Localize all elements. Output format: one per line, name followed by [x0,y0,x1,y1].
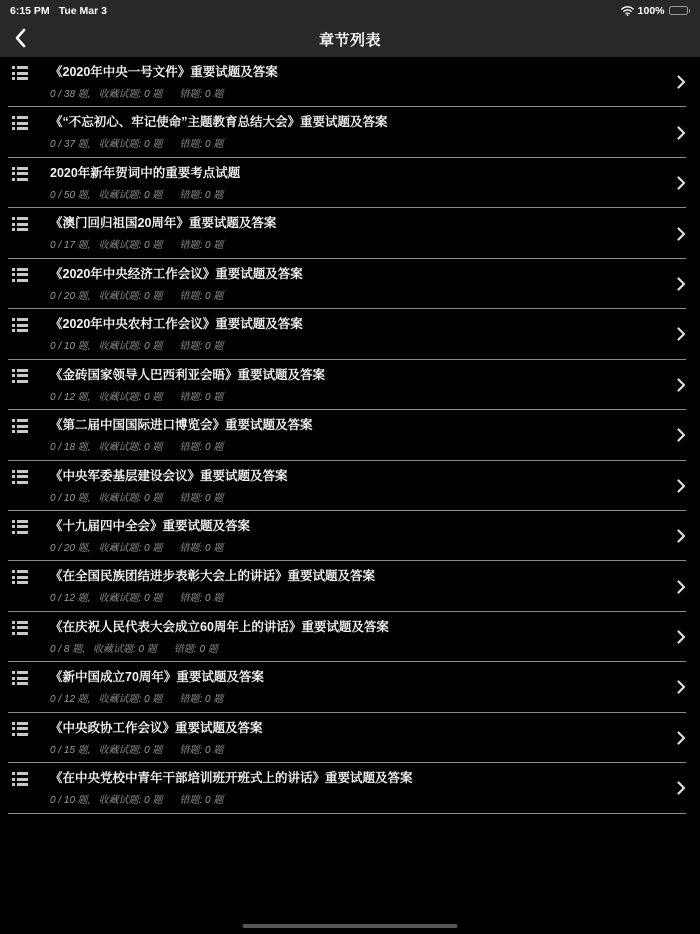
collected-count: 收藏试题: 0 题 [98,744,163,756]
chapter-stats [50,135,670,150]
chapter-row[interactable] [0,763,700,813]
chapter-row[interactable] [0,259,700,309]
chevron-right-icon [677,630,686,644]
chevron-right-icon [677,277,686,291]
chapter-stats [50,539,670,554]
status-bar-right [621,5,690,17]
chapter-row[interactable] [0,561,700,611]
collected-count: 收藏试题: 0 题 [93,643,157,655]
back-button[interactable] [10,21,44,57]
chevron-right-icon [677,529,686,543]
wrong-count: 错题: 0 题 [179,290,224,302]
wifi-icon [621,6,634,16]
progress-count: 0 / 20 题, [50,290,91,302]
list-icon [12,268,28,282]
chapter-title: 《中央军委基层建设会议》重要试题及答案 [50,468,288,483]
chapter-row[interactable] [0,410,700,460]
collected-count: 收藏试题: 0 题 [98,492,163,504]
chapter-stats [50,640,670,655]
chapter-row[interactable] [0,612,700,662]
list-icon [12,470,28,484]
collected-count: 收藏试题: 0 题 [98,795,163,807]
nav-bar [0,21,700,57]
chapter-row[interactable] [0,461,700,511]
collected-count: 收藏试题: 0 题 [98,593,163,605]
list-icon [12,167,28,181]
list-icon [12,66,28,80]
collected-count: 收藏试题: 0 题 [98,391,163,403]
collected-count: 收藏试题: 0 题 [98,542,163,554]
chapter-title: 《第二届中国国际进口博览会》重要试题及答案 [50,418,313,433]
chevron-right-icon [677,479,686,493]
status-date: Tue Mar 3 [58,4,107,17]
progress-count: 0 / 10 题, [50,492,91,504]
progress-count: 0 / 18 题, [50,442,91,454]
progress-count: 0 / 12 题, [50,593,91,605]
chapter-stats [50,690,670,705]
chapter-title: 《金砖国家领导人巴西利亚会晤》重要试题及答案 [50,367,326,382]
chapter-title: 《2020年中央一号文件》重要试题及答案 [50,65,278,79]
chapter-title: 《2020年中央农村工作会议》重要试题及答案 [50,317,303,332]
list-icon [12,772,28,786]
chapter-row[interactable] [0,158,700,208]
chevron-right-icon [677,680,686,694]
list-icon [12,520,28,534]
chapter-stats [50,337,670,352]
chevron-right-icon [677,378,686,392]
collected-count: 收藏试题: 0 题 [98,442,163,454]
chapter-stats [50,287,670,302]
progress-count: 0 / 12 题, [50,391,91,403]
chapter-title: 《新中国成立70周年》重要试题及答案 [50,670,264,685]
chevron-right-icon [677,428,686,442]
chapter-title: 《在全国民族团结进步表彰大会上的讲话》重要试题及答案 [50,569,376,584]
chapter-title: 《澳门回归祖国20周年》重要试题及答案 [50,216,277,231]
list-icon [12,369,28,383]
chapter-title: 2020年新年贺词中的重要考点试题 [50,165,241,180]
chevron-right-icon [677,126,686,140]
wrong-count: 错题: 0 题 [179,240,224,252]
progress-count: 0 / 20 题, [50,542,91,554]
chapter-row[interactable] [0,662,700,712]
chevron-right-icon [677,781,686,795]
chapter-row[interactable] [0,360,700,410]
list-icon [12,116,28,130]
list-icon [12,621,28,635]
chapter-title: 《2020年中央经济工作会议》重要试题及答案 [50,266,303,281]
wrong-count: 错题: 0 题 [179,542,224,554]
wrong-count: 错题: 0 题 [179,341,224,353]
chapter-stats [50,85,670,100]
progress-count: 0 / 37 题, [50,139,91,151]
chevron-right-icon [677,731,686,745]
wrong-count: 错题: 0 题 [179,795,224,807]
progress-count: 0 / 10 题, [50,341,91,353]
collected-count: 收藏试题: 0 题 [98,240,163,252]
collected-count: 收藏试题: 0 题 [98,139,163,151]
progress-count: 0 / 50 题, [50,189,91,201]
chapter-title: 《“不忘初心、牢记使命”主题教育总结大会》重要试题及答案 [50,115,388,130]
wrong-count: 错题: 0 题 [179,744,224,756]
chevron-right-icon [677,580,686,594]
collected-count: 收藏试题: 0 题 [98,290,163,302]
chapter-stats [50,489,670,504]
chapter-stats [50,741,670,756]
chapter-stats [50,589,670,604]
chapter-row[interactable] [0,107,700,157]
wrong-count: 错题: 0 题 [179,593,224,605]
chevron-right-icon [677,75,686,89]
progress-count: 0 / 8 题, [50,643,86,655]
progress-count: 0 / 12 题, [50,694,91,706]
chapter-list [0,57,700,814]
list-icon [12,671,28,685]
chapter-stats [50,388,670,403]
collected-count: 收藏试题: 0 题 [98,341,163,353]
chapter-row[interactable] [0,511,700,561]
chapter-row[interactable] [0,309,700,359]
chevron-right-icon [677,327,686,341]
status-bar [0,0,700,21]
chapter-title: 《中央政协工作会议》重要试题及答案 [50,720,263,735]
collected-count: 收藏试题: 0 题 [98,189,163,201]
list-icon [12,318,28,332]
chapter-row[interactable] [0,208,700,258]
chapter-stats [50,236,670,251]
wrong-count: 错题: 0 题 [179,694,224,706]
status-time: 6:15 PM [10,4,50,17]
list-icon [12,722,28,736]
battery-icon [669,6,691,16]
chevron-left-icon [14,28,26,51]
wrong-count: 错题: 0 题 [179,442,224,454]
row-separator [8,813,686,814]
chapter-row[interactable] [0,57,700,107]
chevron-right-icon [677,176,686,190]
wrong-count: 错题: 0 题 [179,89,224,100]
collected-count: 收藏试题: 0 题 [98,694,163,706]
wrong-count: 错题: 0 题 [173,643,218,655]
chapter-title: 《在中央党校中青年干部培训班开班式上的讲话》重要试题及答案 [50,771,413,786]
progress-count: 0 / 10 题, [50,795,91,807]
list-icon [12,217,28,231]
chapter-stats [50,791,670,806]
chapter-stats [50,438,670,453]
battery-percent: 100% [637,4,665,17]
status-bar-left [10,5,107,17]
home-indicator[interactable] [243,924,458,928]
chevron-right-icon [677,227,686,241]
chapter-title: 《十九届四中全会》重要试题及答案 [50,518,251,533]
chapter-title: 《在庆祝人民代表大会成立60周年上的讲话》重要试题及答案 [50,619,389,634]
chapter-row[interactable] [0,713,700,763]
progress-count: 0 / 17 题, [50,240,91,252]
progress-count: 0 / 15 题, [50,744,91,756]
list-icon [12,419,28,433]
page-title: 章节列表 [318,31,381,49]
top-bar [0,0,700,57]
wrong-count: 错题: 0 题 [179,492,224,504]
chapter-stats [50,186,670,201]
list-icon [12,570,28,584]
wrong-count: 错题: 0 题 [179,391,224,403]
collected-count: 收藏试题: 0 题 [98,89,163,100]
wrong-count: 错题: 0 题 [179,139,224,151]
wrong-count: 错题: 0 题 [179,189,224,201]
progress-count: 0 / 38 题, [50,89,91,100]
